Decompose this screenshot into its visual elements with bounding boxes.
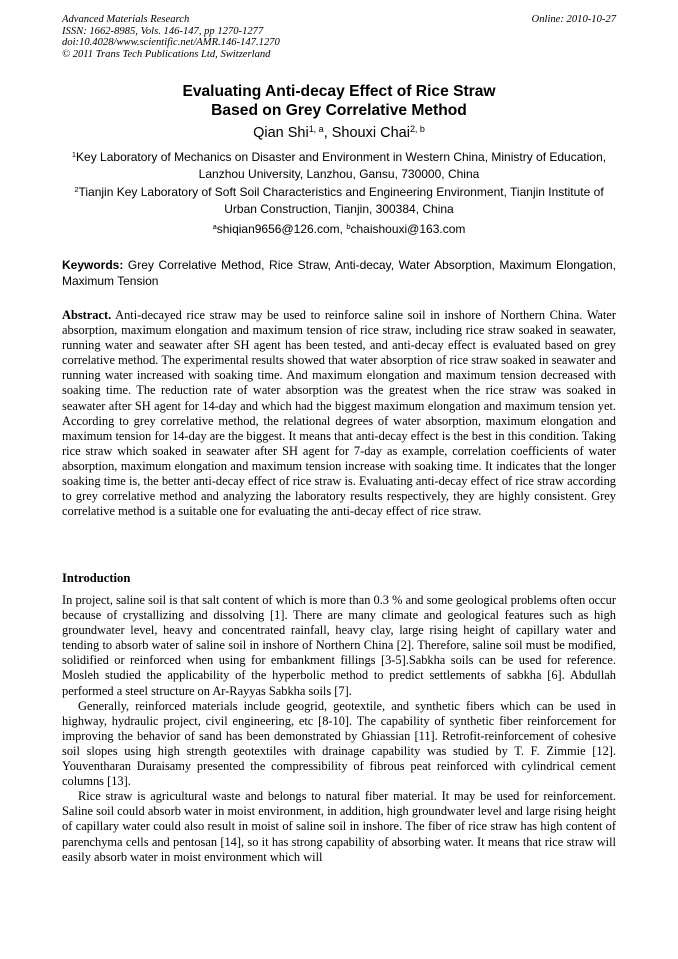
paper-title — [62, 82, 616, 120]
email-a-mark: a — [212, 221, 217, 231]
issn-line: ISSN: 1662-8985, Vols. 146-147, pp 1270-1277 — [62, 25, 264, 37]
keywords-text: Grey Correlative Method, Rice Straw, Anti-decay, Water Absorption, Maximum Elongation, Maximum Tension — [62, 258, 616, 288]
author-list — [62, 124, 616, 142]
abstract-text: Anti-decayed rice straw may be used to reinforce saline soil in inshore of Northern China. Water absorption, maximum elongation and maximum tension of rice straw, including rice straw soaked in seawater, running water and seawater after SH agent has been tested, and anti-decay effect is evaluated based on grey correlative method. The experimental results showed that water absorption of rice straw soaked in seawater and running water increased with soaking time. And maximum elongation and maximum tension decreased with soaking time. The reduction rate of water absorption was the greatest when the rice straw was soaked in seawater after SH agent for 14-day and which had the biggest maximum elongation and maximum tension yet. According to grey correlative method, the relational degrees of water absorption, maximum elongation and maximum tension for 14-day are the biggest. It means that anti-decay effect is the best in this condition. Taking rice straw which soaked in seawater after SH agent for 7-day as example, correlation coefficients of water absorption, maximum elongation and maximum tension increase with soaking time. It indicates that the longer soaking time is, the better anti-decay effect of rice straw is. Evaluating anti-decay effect of rice straw according to grey correlative method and analyzing the laboratory results respectively, they are highly consistent. Grey correlative method is a suitable one for evaluating the anti-decay effect of rice straw. — [62, 308, 616, 519]
title-line-2: Based on Grey Correlative Method — [211, 102, 467, 119]
author-1-affiliation-mark: 1, a — [308, 124, 324, 135]
journal-header — [62, 14, 616, 60]
affiliation-1-number: 1 — [71, 149, 77, 159]
author-2-affiliation-mark: 2, b — [409, 124, 425, 135]
journal-name: Advanced Materials Research — [62, 14, 190, 25]
email-b: chaishouxi@163.com — [350, 222, 466, 236]
introduction-body — [62, 593, 616, 865]
title-line-1: Evaluating Anti-decay Effect of Rice Straw — [182, 83, 496, 100]
author-1-name: Qian Shi — [253, 125, 309, 141]
email-b-mark: b — [346, 221, 351, 231]
doi-line: doi:10.4028/www.scientific.net/AMR.146-147.1270 — [62, 37, 280, 49]
affiliation-2-number: 2 — [74, 184, 79, 194]
introduction-paragraph-3: Rice straw is agricultural waste and belongs to natural fiber material. It may be used for reinforcement. Saline soil could absorb water in moist environment, in addition, high groundwater level and large rising height of capillary water could also result in moist of saline soil in inshore. The fiber of rice straw has high content of parenchyma cells and pentosan [14], so it has strong capability of absorbing water. It means that rice straw will easily absorb water in moist environment which will — [62, 789, 616, 864]
author-emails — [62, 221, 616, 238]
author-2-name: Shouxi Chai — [331, 125, 410, 141]
introduction-paragraph-2: Generally, reinforced materials include geogrid, geotextile, and synthetic fibers which can be used in highway, hydraulic project, civil engineering, etc [8-10]. The capability of synthetic fiber reinforcement for improving the behavior of sand has been demonstrated by Ghiassian [11]. Retrofit-reinforcement of cohesive soil slopes using high strength geotextiles with drainage capability was studied by T. F. Zimmie [12]. Youventharan Duraisamy presented the compressibility of fibrous peat reinforced with cylindrical cement columns [13]. — [62, 698, 616, 789]
introduction-heading: Introduction — [62, 571, 131, 585]
copyright-line: © 2011 Trans Tech Publications Ltd, Switzerland — [62, 48, 271, 60]
introduction-paragraph-1: In project, saline soil is that salt content of which is more than 0.3 % and some geological problems often occur because of crystallizing and dissolving [1]. There are many climate and geological features such as high groundwater level, heavy and concentrated rainfall, heavy clay, large rising height of capillary water and tending to absorb water of saline soil in inshore of Northern China [2]. Therefore, saline soil must be modified, solidified or reinforced when using for embankment fillings [3-5].Sabkha soils can be used for reference. Mosleh studied the applicability of the hyperbolic method to predict settlements of sabkha [6]. Abdullah performed a steel structure on Ar-Rayyas Sabkha soils [7]. — [62, 593, 616, 698]
author-separator: , — [323, 125, 332, 141]
affiliation-1 — [62, 149, 616, 183]
online-date: Online: 2010-10-27 — [531, 14, 616, 25]
keywords-label: Keywords: — [62, 258, 124, 272]
affiliation-2-text: Tianjin Key Laboratory of Soft Soil Characteristics and Engineering Environment, Tianjin Institute of Urban Construction, Tianjin, 300384, China — [78, 185, 604, 216]
affiliation-2 — [62, 184, 616, 218]
abstract-label: Abstract. — [62, 308, 112, 322]
abstract — [62, 308, 616, 519]
email-separator: , — [339, 222, 347, 236]
email-a: shiqian9656@126.com — [216, 222, 340, 236]
affiliation-1-text: Key Laboratory of Mechanics on Disaster and Environment in Western China, Ministry of Education, Lanzhou University, Lanzhou, Gansu, 730000, China — [76, 150, 607, 181]
keywords — [62, 257, 616, 289]
